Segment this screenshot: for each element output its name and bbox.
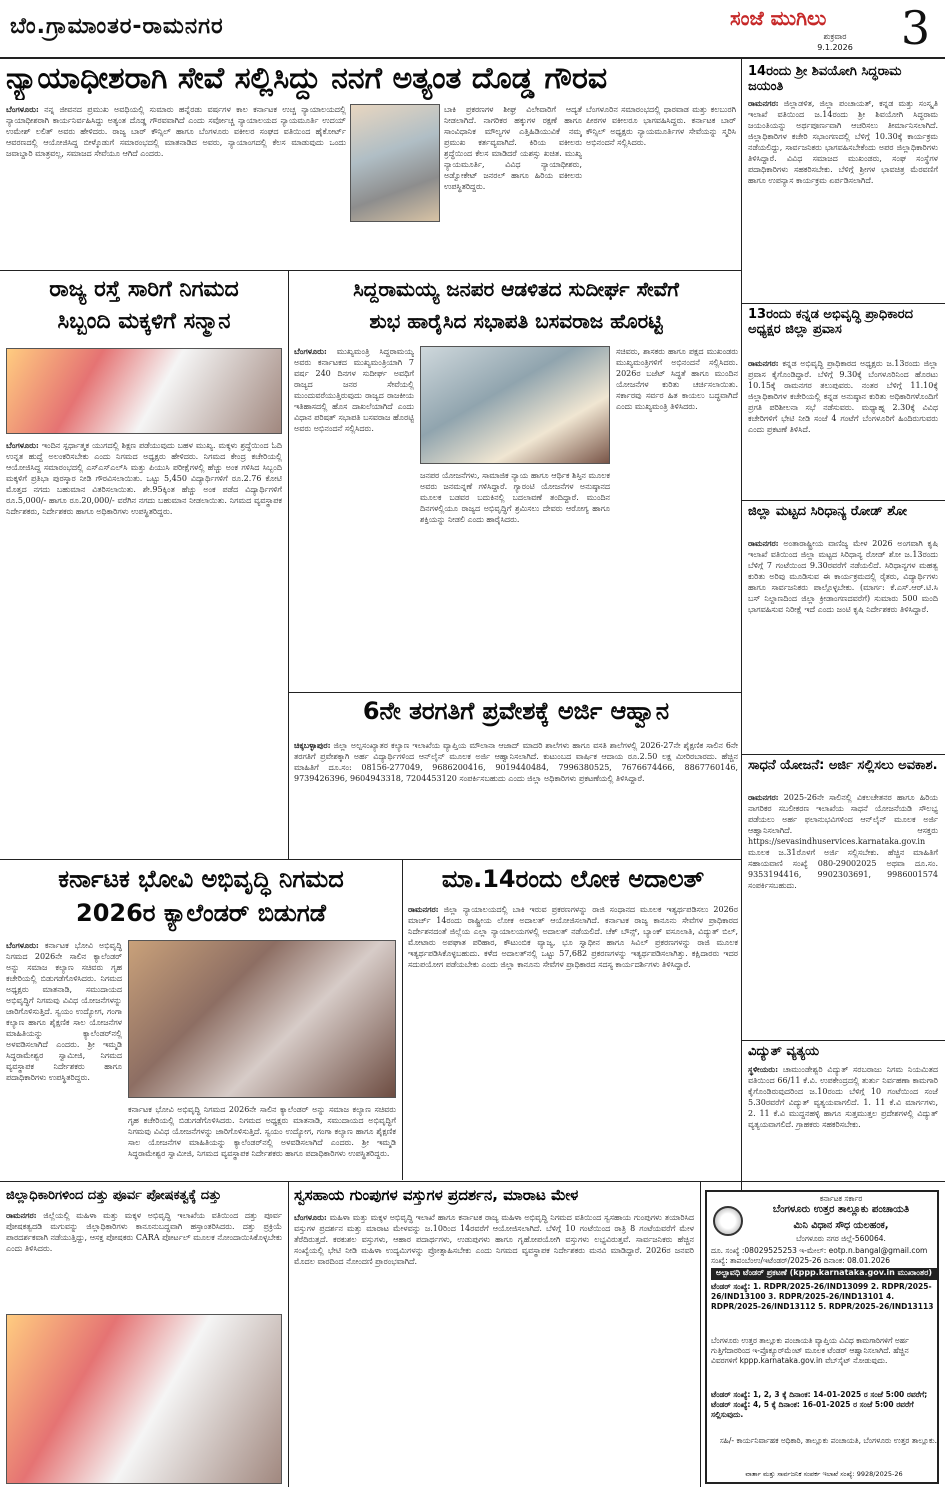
bhovi-rule [402, 860, 403, 1180]
right-column-rule [741, 59, 742, 1241]
bhovi-body [6, 940, 122, 1176]
mid-rule [0, 859, 741, 860]
cm-body-col3: ಸಚಿವರು, ಶಾಸಕರು ಹಾಗೂ ಪಕ್ಷದ ಮುಖಂಡರು ಮುಖ್ಯಮಂತ್ರಿಗಳಿಗೆ ಅಭಿನಂದನೆ ಸಲ್ಲಿಸಿದರು. 2026ರ ಬಜೆಟ್ ಸಿದ್ಧತೆ ಹಾಗೂ ಮುಂದಿನ ಯೋಜನೆಗಳ ಕುರಿತು ಚರ್ಚಿಸಲಾಯಿತು. ಸರ್ಕಾರವು ಸರ್ವರ ಹಿತ ಕಾಯಲು ಬದ್ಧವಾಗಿದೆ ಎಂದು ಮುಖ್ಯಮಂತ್ರಿ ತಿಳಿಸಿದರು. [616, 347, 738, 411]
rtc-rule [288, 271, 289, 859]
rtc-text: ಇಂದಿನ ಸ್ಪರ್ಧಾತ್ಮಕ ಯುಗದಲ್ಲಿ ಶಿಕ್ಷಣ ಪಡೆಯುವುದು ಬಹಳ ಮುಖ್ಯ. ಮಕ್ಕಳು ಶ್ರದ್ಧೆಯಿಂದ ಓದಿ ಉನ್ನತ ಹುದ್ದೆ ಅಲಂಕರಿಸಬೇಕು ಎಂದು ನಿಗಮದ ಅಧ್ಯಕ್ಷರು ಹೇಳಿದರು. ನಿಗಮದ ಕೇಂದ್ರ ಕಚೇರಿಯಲ್ಲಿ ಆಯೋಜಿಸಿದ್ದ ಸಮಾರಂಭದಲ್ಲಿ ಎಸ್ಎಸ್ಎಲ್‌ಸಿ ಮತ್ತು ಪಿಯುಸಿ ಪರೀಕ್ಷೆಗಳಲ್ಲಿ ಹೆಚ್ಚು ಅಂಕ ಗಳಿಸಿದ ಸಿಬ್ಬಂದಿ ಮಕ್ಕಳಿಗೆ ಪ್ರತಿಭಾ ಪುರಸ್ಕಾರ ನೀಡಿ ಗೌರವಿಸಲಾಯಿತು. ಒಟ್ಟು 5,450 ವಿದ್ಯಾರ್ಥಿಗಳಿಗೆ ರೂ.2.76 ಕೋಟಿ ಮೊತ್ತದ ನಗದು ಬಹುಮಾನ ವಿತರಿಸಲಾಯಿತು. ಶೇ.95ಕ್ಕಿಂತ ಹೆಚ್ಚು ಅಂಕ ಪಡೆದ ವಿದ್ಯಾರ್ಥಿಗಳಿಗೆ ರೂ.5,000/- ಹಾಗೂ ರೂ.20,000/- ವರೆಗಿನ ನಗದು ಬಹುಮಾನ ನೀಡಲಾಯಿತು. ನಿಗಮದ ವ್ಯವಸ್ಥಾಪಕ ನಿರ್ದೇಶಕರು, ನಿರ್ದೇಶಕರು ಹಾಗೂ ಅಧಿಕಾರಿಗಳು ಉಪಸ್ಥಿತರಿದ್ದರು. [6, 441, 282, 516]
shivayogi-body [748, 98, 938, 298]
tender-ref: ಸಂಖ್ಯೆ: ತಾಪಂಬೆಂಉ/ಇಟೆಂಡರ್/2025-26 ದಿನಾಂಕ: 08.01.2026 [711, 1256, 891, 1265]
adalat-dateline: ರಾಮನಗರ: [408, 904, 439, 914]
shg-dateline: ಬೆಂಗಳೂರು: [294, 1212, 327, 1222]
cm-body-col1 [294, 346, 414, 686]
rtc-body [6, 440, 282, 852]
right-rule-3 [742, 754, 945, 755]
shivayogi-text: ಜಿಲ್ಲಾಡಳಿತ, ಜಿಲ್ಲಾ ಪಂಚಾಯತ್, ಕನ್ನಡ ಮತ್ತು ಸಂಸ್ಕೃತಿ ಇಲಾಖೆ ವತಿಯಿಂದ ಜ.14ರಂದು ಶ್ರೀ ಶಿವಯೋಗಿ ಸಿದ್ಧರಾಮ ಜಯಂತಿಯನ್ನು ಅರ್ಥಪೂರ್ಣವಾಗಿ ಆಚರಿಸಲು ತೀರ್ಮಾನಿಸಲಾಗಿದೆ. ಜಿಲ್ಲಾಧಿಕಾರಿಗಳ ಕಚೇರಿ ಸಭಾಂಗಣದಲ್ಲಿ ಬೆಳಿಗ್ಗೆ 10.30ಕ್ಕೆ ಕಾರ್ಯಕ್ರಮ ನಡೆಯಲಿದ್ದು, ಸಾರ್ವಜನಿಕರು ಭಾಗವಹಿಸಬೇಕೆಂದು ಅಪರ ಜಿಲ್ಲಾಧಿಕಾರಿಗಳು ತಿಳಿಸಿದ್ದಾರೆ. ವಿವಿಧ ಸಮಾಜದ ಮುಖಂಡರು, ಸಂಘ ಸಂಸ್ಥೆಗಳ ಪದಾಧಿಕಾರಿಗಳು ಸಹಕರಿಸಬೇಕು. ಬೆಳಿಗ್ಗೆ ಶ್ರೀಗಳ ಭಾವಚಿತ್ರ ಮೆರವಣಿಗೆ ಹಾಗೂ ಉಪನ್ಯಾಸ ಕಾರ್ಯಕ್ರಮ ಏರ್ಪಡಿಸಲಾಗಿದೆ. [748, 99, 938, 185]
millet-body [748, 538, 938, 750]
justice-body-col2: ಬಾಕಿ ಪ್ರಕರಣಗಳ ಶೀಘ್ರ ವಿಲೇವಾರಿಗೆ ಆದ್ಯತೆ ನೀಡಲಾಗಿದೆ. ನಾಗರಿಕರ ಹಕ್ಕುಗಳ ರಕ್ಷಣೆ ಹಾಗೂ ಸಾಂವಿಧಾನಿಕ ಮೌಲ್ಯಗಳ ಎತ್ತಿಹಿಡಿಯುವಿಕೆ ನಮ್ಮ ಪ್ರಮುಖ ಕರ್ತವ್ಯವಾಗಿದೆ. ಕಿರಿಯ ವಕೀಲರು ಶ್ರದ್ಧೆಯಿಂದ ಕೆಲಸ ಮಾಡಿದರೆ ಯಶಸ್ಸು ಖಚಿತ. ಮುಖ್ಯ ನ್ಯಾಯಮೂರ್ತಿ, ವಿವಿಧ ನ್ಯಾಯಾಧೀಶರು, ಅಡ್ವೋಕೇಟ್ ಜನರಲ್ ಹಾಗೂ ಹಿರಿಯ ವಕೀಲರು ಉಪಸ್ಥಿತರಿದ್ದರು. [444, 105, 582, 191]
section-title: ಬೆಂ.ಗ್ರಾಮಾಂತರ-ರಾಮನಗರ [10, 14, 224, 39]
kannada-tour-dateline: ರಾಮನಗರ: [748, 358, 779, 368]
justice-dateline: ಬೆಂಗಳೂರು: [6, 104, 39, 114]
issue-date: 9.1.2026 [817, 43, 853, 52]
scheme-headline: ಸಾಧನೆ ಯೋಜನೆ: ಅರ್ಜಿ ಸಲ್ಲಿಸಲು ಅವಕಾಶ. [748, 758, 938, 773]
bhovi-photo [128, 940, 396, 1098]
scheme-dateline: ರಾಮನಗರ: [748, 792, 779, 802]
tender-ids: ಟೆಂಡರ್ ಸಂಖ್ಯೆ: 1. RDPR/2025-26/IND13099 2. RDPR/2025-26/IND13100 3. RDPR/2025-26/IND13101 4. RDPR/2025-26/IND13112 5. RDPR/2025-26/IND13113 [711, 1282, 934, 1311]
shivayogi-dateline: ರಾಮನಗರ: [748, 98, 779, 108]
cm-bottom-rule [289, 692, 741, 693]
rtc-photo [6, 348, 282, 434]
rtc-headline-1: ರಾಜ್ಯ ರಸ್ತೆ ಸಾರಿಗೆ ನಿಗಮದ [49, 278, 239, 302]
issue-day: ಶುಕ್ರವಾರ [823, 32, 847, 41]
rtc-headline-2: ಸಿಬ್ಬಂದಿ ಮಕ್ಕಳಿಗೆ ಸನ್ಮಾನ [57, 310, 231, 334]
tender-subtitle: ಮಿನಿ ವಿಧಾನ ಸೌಧ ಯಲಹಂಕ, [793, 1220, 889, 1231]
scheme-text: 2025-26ನೇ ಸಾಲಿನಲ್ಲಿ ವಿಕಲಚೇತನರ ಹಾಗೂ ಹಿರಿಯ ನಾಗರಿಕರ ಸಬಲೀಕರಣ ಇಲಾಖೆಯ ಸಾಧನೆ ಯೋಜನೆಯಡಿ ಸೌಲಭ್ಯ ಪಡೆಯಲು ಅರ್ಹ ಫಲಾನುಭವಿಗಳಿಂದ ಆನ್‌ಲೈನ್ ಮೂಲಕ ಅರ್ಜಿ ಆಹ್ವಾನಿಸಲಾಗಿದೆ. ಆಸಕ್ತರು https://sevasindhuservices.karnataka.gov.in ಮೂಲಕ ಜ.31ರೊಳಗೆ ಅರ್ಜಿ ಸಲ್ಲಿಸಬೇಕು. ಹೆಚ್ಚಿನ ಮಾಹಿತಿಗೆ ಸಹಾಯವಾಣಿ ಸಂಖ್ಯೆ 080-29002025 ಅಥವಾ ದೂ.ಸಂ. 9353194416, 9902303691, 9986001574 ಸಂಪರ್ಕಿಸಬಹುದು. [748, 793, 938, 890]
adalat-headline: ಮಾ.14ರಂದು ಲೋಕ ಅದಾಲತ್ [441, 866, 705, 893]
page-number: 3 [900, 1, 931, 55]
bhovi-headline-2: 2026ರ ಕ್ಯಾಲೆಂಡರ್ ಬಿಡುಗಡೆ [76, 900, 326, 927]
masthead [0, 0, 945, 58]
bhovi-caption: ಕರ್ನಾಟಕ ಭೋವಿ ಅಭಿವೃದ್ಧಿ ನಿಗಮದ 2026ನೇ ಸಾಲಿನ ಕ್ಯಾಲೆಂಡರ್ ಅನ್ನು ಸಮಾಜ ಕಲ್ಯಾಣ ಸಚಿವರು ಗೃಹ ಕಚೇರಿಯಲ್ಲಿ ಬಿಡುಗಡೆಗೊಳಿಸಿದರು. ನಿಗಮದ ಅಧ್ಯಕ್ಷರು ಮಾತನಾಡಿ, ಸಮುದಾಯದ ಅಭಿವೃದ್ಧಿಗೆ ನಿಗಮವು ವಿವಿಧ ಯೋಜನೆಗಳನ್ನು ಜಾರಿಗೊಳಿಸುತ್ತಿದೆ. ಸ್ವಯಂ ಉದ್ಯೋಗ, ಗಂಗಾ ಕಲ್ಯಾಣ ಹಾಗೂ ಶೈಕ್ಷಣಿಕ ಸಾಲ ಯೋಜನೆಗಳ ಮಾಹಿತಿಯನ್ನು ಕ್ಯಾಲೆಂಡರ್‌ನಲ್ಲಿ ಅಳವಡಿಸಲಾಗಿದೆ ಎಂದರು. ಶ್ರೀ ಇಮ್ಮಡಿ ಸಿದ್ಧರಾಮೇಶ್ವರ ಸ್ವಾಮೀಜಿ, ನಿಗಮದ ವ್ಯವಸ್ಥಾಪಕ ನಿರ್ದೇಶಕರು ಹಾಗೂ ಪದಾಧಿಕಾರಿಗಳು ಉಪಸ್ಥಿತರಿದ್ದರು. [128, 1105, 396, 1158]
cm-headline-2: ಶುಭ ಹಾರೈಸಿದ ಸಭಾಪತಿ ಬಸವರಾಜ ಹೊರಟ್ಟಿ [369, 310, 663, 333]
cm-body-col2: ಜನಪರ ಯೋಜನೆಗಳು, ಸಾಮಾಜಿಕ ನ್ಯಾಯ ಹಾಗೂ ಆರ್ಥಿಕ ಶಿಸ್ತಿನ ಮೂಲಕ ಅವರು ಜನಮನ್ನಣೆ ಗಳಿಸಿದ್ದಾರೆ. ಗ್ಯಾರಂಟಿ ಯೋಜನೆಗಳ ಅನುಷ್ಠಾನದ ಮೂಲಕ ಬಡವರ ಬದುಕಿನಲ್ಲಿ ಬದಲಾವಣೆ ತಂದಿದ್ದಾರೆ. ಮುಂದಿನ ದಿನಗಳಲ್ಲಿಯೂ ರಾಜ್ಯದ ಅಭಿವೃದ್ಧಿಗೆ ಶ್ರಮಿಸಲು ದೇವರು ಆರೋಗ್ಯ ಹಾಗೂ ಶಕ್ತಿಯನ್ನು ನೀಡಲಿ ಎಂದು ಹಾರೈಸಿದರು. [420, 471, 610, 524]
justice-body-col1 [6, 104, 346, 264]
bhovi-dateline: ಬೆಂಗಳೂರು: [6, 940, 39, 950]
millet-text: ಅಂತಾರಾಷ್ಟ್ರೀಯ ವಾಣಿಜ್ಯ ಮೇಳ 2026 ಅಂಗವಾಗಿ ಕೃಷಿ ಇಲಾಖೆ ವತಿಯಿಂದ ಜಿಲ್ಲಾ ಮಟ್ಟದ ಸಿರಿಧಾನ್ಯ ರೋಡ್ ಶೋ ಜ.13ರಂದು ಬೆಳಿಗ್ಗೆ 7 ಗಂಟೆಯಿಂದ 9.30ರವರೆಗೆ ನಡೆಯಲಿದೆ. ಸಿರಿಧಾನ್ಯಗಳ ಮಹತ್ವ ಕುರಿತು ಅರಿವು ಮೂಡಿಸುವ ಈ ಕಾರ್ಯಕ್ರಮದಲ್ಲಿ ರೈತರು, ವಿದ್ಯಾರ್ಥಿಗಳು ಹಾಗೂ ಸಾರ್ವಜನಿಕರು ಪಾಲ್ಗೊಳ್ಳಬೇಕು. (ಮಾರ್ಗ: ಕೆ.ಎಸ್.ಆರ್.ಟಿ.ಸಿ ಬಸ್ ನಿಲ್ದಾಣದಿಂದ ಜಿಲ್ಲಾ ಕ್ರೀಡಾಂಗಣದವರೆಗೆ) ಸುಮಾರು 500 ಮಂದಿ ಭಾಗವಹಿಸುವ ನಿರೀಕ್ಷೆ ಇದೆ ಎಂದು ಜಂಟಿ ಕೃಷಿ ನಿರ್ದೇಶಕರು ತಿಳಿಸಿದ್ದಾರೆ. [748, 539, 938, 614]
millet-headline: ಜಿಲ್ಲಾ ಮಟ್ಟದ ಸಿರಿಧಾನ್ಯ ರೋಡ್ ಶೋ [748, 504, 907, 519]
lower-rule [0, 1181, 945, 1182]
tender-footer: ವಾರ್ತಾ ಮತ್ತು ಸಾರ್ವಜನಿಕ ಸಂಪರ್ಕ ಇಲಾಖೆ ಸಂಖ್ಯೆ: 9928/2025-26 [745, 1470, 903, 1478]
shivayogi-headline: 14ರಂದು ಶ್ರೀ ಶಿವಯೋಗಿ ಸಿದ್ಧರಾಮ ಜಯಂತಿ [748, 64, 902, 94]
justice-headline: ನ್ಯಾಯಾಧೀಶರಾಗಿ ಸೇವೆ ಸಲ್ಲಿಸಿದ್ದು ನನಗೆ ಅತ್ಯಂತ ದೊಡ್ಡ ಗೌರವ [6, 62, 608, 96]
tender-title: ಬೆಂಗಳೂರು ಉತ್ತರ ತಾಲ್ಲೂಕು ಪಂಚಾಯತಿ [772, 1204, 910, 1215]
shg-body [294, 1212, 694, 1484]
kannada-tour-text: ಕನ್ನಡ ಅಭಿವೃದ್ಧಿ ಪ್ರಾಧಿಕಾರದ ಅಧ್ಯಕ್ಷರು ಜ.13ರಂದು ಜಿಲ್ಲಾ ಪ್ರವಾಸ ಕೈಗೊಂಡಿದ್ದಾರೆ. ಬೆಳಿಗ್ಗೆ 9.30ಕ್ಕೆ ಬೆಂಗಳೂರಿನಿಂದ ಹೊರಟು 10.15ಕ್ಕೆ ರಾಮನಗರ ತಲುಪುವರು. ನಂತರ ಬೆಳಿಗ್ಗೆ 11.10ಕ್ಕೆ ಜಿಲ್ಲಾಧಿಕಾರಿಗಳ ಕಚೇರಿಯಲ್ಲಿ ಕನ್ನಡ ಅನುಷ್ಠಾನ ಕುರಿತು ಅಧಿಕಾರಿಗಳೊಂದಿಗೆ ಪ್ರಗತಿ ಪರಿಶೀಲನಾ ಸಭೆ ನಡೆಸುವರು. ಮಧ್ಯಾಹ್ನ 2.30ಕ್ಕೆ ವಿವಿಧ ಕಚೇರಿಗಳಿಗೆ ಭೇಟಿ ನೀಡಿ ಸಂಜೆ 4 ಗಂಟೆಗೆ ಬೆಂಗಳೂರಿಗೆ ಹಿಂದಿರುಗುವರು ಎಂದು ಪ್ರಕಟಣೆ ತಿಳಿಸಿದೆ. [748, 359, 938, 434]
justice-body-1: ನನ್ನ ಜೀವನದ ಪ್ರಮುಖ ಅವಧಿಯಲ್ಲಿ ಸುಮಾರು ಹನ್ನೆರಡು ವರ್ಷಗಳ ಕಾಲ ಕರ್ನಾಟಕ ಉಚ್ಚ ನ್ಯಾಯಾಲಯದಲ್ಲಿ ನ್ಯಾಯಾಧೀಶರಾಗಿ ಕಾರ್ಯನಿರ್ವಹಿಸಿದ್ದು ಅತ್ಯಂತ ದೊಡ್ಡ ಗೌರವವಾಗಿದೆ ಎಂದು ಸರ್ವೋಚ್ಚ ನ್ಯಾಯಾಲಯದ ನ್ಯಾಯಮೂರ್ತಿ ಉದಯ್ ಉಮೇಶ್ ಲಲಿತ್ ಅವರು ಹೇಳಿದರು. ರಾಜ್ಯ ಬಾರ್ ಕೌನ್ಸಿಲ್ ಹಾಗೂ ಬೆಂಗಳೂರು ವಕೀಲರ ಸಂಘದ ವತಿಯಿಂದ ಹೈಕೋರ್ಟ್ ಆವರಣದಲ್ಲಿ ಆಯೋಜಿಸಿದ್ದ ಬೀಳ್ಕೊಡುಗೆ ಸಮಾರಂಭದಲ್ಲಿ ಮಾತನಾಡಿದ ಅವರು, ನ್ಯಾಯಾಂಗದಲ್ಲಿ ಕೆಲಸ ಮಾಡುವುದು ಒಂದು ಜವಾಬ್ದಾರಿ ಮಾತ್ರವಲ್ಲ, ಸಮಾಜದ ಸೇವೆಯೂ ಆಗಿದೆ ಎಂದರು. [6, 105, 346, 158]
cm-text-1: ಮುಖ್ಯಮಂತ್ರಿ ಸಿದ್ದರಾಮಯ್ಯ ಅವರು ಕರ್ನಾಟಕದ ಮುಖ್ಯಮಂತ್ರಿಯಾಗಿ 7 ವರ್ಷ 240 ದಿನಗಳ ಸುದೀರ್ಘ ಅವಧಿಗೆ ರಾಜ್ಯದ ಜನರ ಸೇವೆಯಲ್ಲಿ ಮುಂದುವರೆಯುತ್ತಿರುವುದು ರಾಜ್ಯದ ರಾಜಕೀಯ ಇತಿಹಾಸದಲ್ಲಿ ಹೊಸ ದಾಖಲೆಯಾಗಿದೆ ಎಂದು ವಿಧಾನ ಪರಿಷತ್ ಸಭಾಪತಿ ಬಸವರಾಜ ಹೊರಟ್ಟಿ ಅವರು ಅಭಿನಂದನೆ ಸಲ್ಲಿಸಿದರು. [294, 347, 414, 433]
shg-text: ಮಹಿಳಾ ಮತ್ತು ಮಕ್ಕಳ ಅಭಿವೃದ್ಧಿ ಇಲಾಖೆ ಹಾಗೂ ಕರ್ನಾಟಕ ರಾಜ್ಯ ಮಹಿಳಾ ಅಭಿವೃದ್ಧಿ ನಿಗಮದ ವತಿಯಿಂದ ಸ್ವಸಹಾಯ ಗುಂಪುಗಳು ತಯಾರಿಸಿದ ವಸ್ತುಗಳ ಪ್ರದರ್ಶನ ಮತ್ತು ಮಾರಾಟ ಮೇಳವನ್ನು ಜ.10ರಿಂದ 14ರವರೆಗೆ ಆಯೋಜಿಸಲಾಗಿದೆ. ಬೆಳಿಗ್ಗೆ 10 ಗಂಟೆಯಿಂದ ರಾತ್ರಿ 8 ಗಂಟೆಯವರೆಗೆ ಮೇಳ ತೆರೆದಿರುತ್ತದೆ. ಕರಕುಶಲ ವಸ್ತುಗಳು, ಆಹಾರ ಪದಾರ್ಥಗಳು, ಉಡುಪುಗಳು ಹಾಗೂ ಗೃಹೋಪಯೋಗಿ ವಸ್ತುಗಳು ಲಭ್ಯವಿರುತ್ತವೆ. ಸಾರ್ವಜನಿಕರು ಹೆಚ್ಚಿನ ಸಂಖ್ಯೆಯಲ್ಲಿ ಭೇಟಿ ನೀಡಿ ಮಹಿಳಾ ಉದ್ಯಮಿಗಳನ್ನು ಪ್ರೋತ್ಸಾಹಿಸಬೇಕು ಎಂದು ನಿಗಮದ ವ್ಯವಸ್ಥಾಪಕ ನಿರ್ದೇಶಕರು ಮನವಿ ಮಾಡಿದ್ದಾರೆ. 2026ರ ಜನವರಿ ಮೊದಲ ವಾರದಿಂದ ನೋಂದಣಿ ಪ್ರಾರಂಭವಾಗಿದೆ. [294, 1213, 694, 1266]
justice-photo [350, 104, 440, 222]
millet-dateline: ರಾಮನಗರ: [748, 538, 779, 548]
admission-dateline: ಚಿಕ್ಕಬಳ್ಳಾಪುರ: [294, 740, 331, 750]
admission-body [294, 740, 738, 854]
bhovi-text: ಕರ್ನಾಟಕ ಭೋವಿ ಅಭಿವೃದ್ಧಿ ನಿಗಮದ 2026ನೇ ಸಾಲಿನ ಕ್ಯಾಲೆಂಡರ್ ಅನ್ನು ಸಮಾಜ ಕಲ್ಯಾಣ ಸಚಿವರು ಗೃಹ ಕಚೇರಿಯಲ್ಲಿ ಬಿಡುಗಡೆಗೊಳಿಸಿದರು. ನಿಗಮದ ಅಧ್ಯಕ್ಷರು ಮಾತನಾಡಿ, ಸಮುದಾಯದ ಅಭಿವೃದ್ಧಿಗೆ ನಿಗಮವು ವಿವಿಧ ಯೋಜನೆಗಳನ್ನು ಜಾರಿಗೊಳಿಸುತ್ತಿದೆ. ಸ್ವಯಂ ಉದ್ಯೋಗ, ಗಂಗಾ ಕಲ್ಯಾಣ ಹಾಗೂ ಶೈಕ್ಷಣಿಕ ಸಾಲ ಯೋಜನೆಗಳ ಮಾಹಿತಿಯನ್ನು ಕ್ಯಾಲೆಂಡರ್‌ನಲ್ಲಿ ಅಳವಡಿಸಲಾಗಿದೆ ಎಂದರು. ಶ್ರೀ ಇಮ್ಮಡಿ ಸಿದ್ಧರಾಮೇಶ್ವರ ಸ್ವಾಮೀಜಿ, ನಿಗಮದ ವ್ಯವಸ್ಥಾಪಕ ನಿರ್ದೇಶಕರು ಹಾಗೂ ಪದಾಧಿಕಾರಿಗಳು ಉಪಸ್ಥಿತರಿದ್ದರು. [6, 941, 122, 1082]
brand-logo: ಸಂಜೆ ಮುಗಿಲು [730, 6, 827, 30]
right-rule-4 [742, 1040, 945, 1041]
cm-headline-1: ಸಿದ್ದರಾಮಯ್ಯ ಜನಪರ ಆಡಳಿತದ ಸುದೀರ್ಘ ಸೇವೆಗೆ [353, 278, 679, 301]
rtc-dateline: ಬೆಂಗಳೂರು: [6, 440, 39, 450]
nutrition-headline: ಜಿಲ್ಲಾಧಿಕಾರಿಗಳಿಂದ ದತ್ತು ಪೂರ್ವ ಪೋಷಕತ್ವಕ್ಕೆ ದತ್ತು [6, 1188, 222, 1203]
tender-dates: ಟೆಂಡರ್ ಸಂಖ್ಯೆ: 1, 2, 3 ಕ್ಕೆ ದಿನಾಂಕ: 14-01-2025 ರ ಸಂಜೆ 5:00 ರವರೆಗೆ; ಟೆಂಡರ್ ಸಂಖ್ಯೆ: 4, 5 ಕ್ಕೆ ದಿನಾಂಕ: 16-01-2025 ರ ಸಂಜೆ 5:00 ರವರೆಗೆ ಸಲ್ಲಿಸುವುದು. [711, 1390, 928, 1419]
power-dateline: ಸ್ಥಳೀಯರು: [748, 1064, 779, 1074]
nutrition-body [6, 1210, 282, 1308]
kannada-tour-body [748, 358, 938, 496]
tender-address: ಬೆಂಗಳೂರು ನಗರ ಜಿಲ್ಲೆ-560064. [796, 1234, 886, 1243]
right-rule-2 [742, 500, 945, 501]
nutrition-text: ಜಿಲ್ಲೆಯಲ್ಲಿ ಮಹಿಳಾ ಮತ್ತು ಮಕ್ಕಳ ಅಭಿವೃದ್ಧಿ ಇಲಾಖೆಯ ವತಿಯಿಂದ ದತ್ತು ಪೂರ್ವ ಪೋಷಕತ್ವದಡಿ ಮಗುವನ್ನು ಜಿಲ್ಲಾಧಿಕಾರಿಗಳು ಕಾನೂನುಬದ್ಧವಾಗಿ ಹಸ್ತಾಂತರಿಸಿದರು. ದತ್ತು ಪ್ರಕ್ರಿಯೆ ಪಾರದರ್ಶಕವಾಗಿ ನಡೆಯುತ್ತಿದ್ದು, ಆಸಕ್ತ ಪೋಷಕರು CARA ಪೋರ್ಟಲ್ ಮೂಲಕ ನೋಂದಾಯಿಸಿಕೊಳ್ಳಬೇಕು ಎಂದು ತಿಳಿಸಿದರು. [6, 1211, 282, 1253]
nutrition-photo [6, 1314, 282, 1484]
tender-notice-title: ಅಲ್ಪಾವಧಿ ಟೆಂಡರ್ ಪ್ರಕಟಣೆ (kppp.karnataka.gov.in ಮುಖಾಂತರ) [711, 1268, 937, 1280]
tender-body: ಬೆಂಗಳೂರು ಉತ್ತರ ತಾಲ್ಲೂಕು ಪಂಚಾಯತಿ ವ್ಯಾಪ್ತಿಯ ವಿವಿಧ ಕಾಮಗಾರಿಗಳಿಗೆ ಅರ್ಹ ಗುತ್ತಿಗೆದಾರರಿಂದ ಇ-ಪ್ರೊಕ್ಯೂರ್‌ಮೆಂಟ್ ಮೂಲಕ ಟೆಂಡರ್ ಆಹ್ವಾನಿಸಲಾಗಿದೆ. ಹೆಚ್ಚಿನ ವಿವರಗಳಿಗೆ kppp.karnataka.gov.in ವೆಬ್‌ಸೈಟ್ ನೋಡುವುದು. [711, 1336, 909, 1365]
nutrition-dateline: ರಾಮನಗರ: [6, 1210, 37, 1220]
kannada-tour-headline: 13ರಂದು ಕನ್ನಡ ಅಭಿವೃದ್ಧಿ ಪ್ರಾಧಿಕಾರದ ಅಧ್ಯಕ್ಷರ ಜಿಲ್ಲಾ ಪ್ರವಾಸ [748, 307, 914, 337]
bhovi-headline-1: ಕರ್ನಾಟಕ ಭೋವಿ ಅಭಿವೃದ್ಧಿ ನಿಗಮದ [58, 866, 344, 893]
justice-body-col3: ಬೆಂಗಳೂರಿನ ಸಮಾರಂಭದಲ್ಲಿ ಧಾರವಾಡ ಮತ್ತು ಕಲಬುರಗಿ ಪೀಠಗಳ ವಕೀಲರೂ ಭಾಗವಹಿಸಿದ್ದರು. ಕರ್ನಾಟಕ ಬಾರ್ ಕೌನ್ಸಿಲ್ ಅಧ್ಯಕ್ಷರು ನ್ಯಾಯಮೂರ್ತಿಗಳ ಸೇವೆಯನ್ನು ಸ್ಮರಿಸಿ ಅಭಿನಂದನೆ ಸಲ್ಲಿಸಿದರು. [586, 105, 736, 147]
power-text: ಚಾಮುಂಡೇಶ್ವರಿ ವಿದ್ಯುತ್ ಸರಬರಾಜು ನಿಗಮ ನಿಯಮಿತದ ವತಿಯಿಂದ 66/11 ಕೆ.ವಿ. ಉಪಕೇಂದ್ರದಲ್ಲಿ ತುರ್ತು ನಿರ್ವಹಣಾ ಕಾಮಗಾರಿ ಕೈಗೊಂಡಿರುವುದರಿಂದ ಜ.10ರಂದು ಬೆಳಿಗ್ಗೆ 10 ಗಂಟೆಯಿಂದ ಸಂಜೆ 5.30ರವರೆಗೆ ವಿದ್ಯುತ್ ವ್ಯತ್ಯಯವಾಗಲಿದೆ. 1. 11 ಕೆ.ವಿ ಮಾರ್ಗಗಳು, 2. 11 ಕೆ.ವಿ ಮುದ್ದನಹಳ್ಳಿ ಹಾಗೂ ಸುತ್ತಮುತ್ತಲ ಪ್ರದೇಶಗಳಲ್ಲಿ ವಿದ್ಯುತ್ ವ್ಯತ್ಯಯವಾಗಲಿದೆ. ಗ್ರಾಹಕರು ಸಹಕರಿಸಬೇಕು. [748, 1065, 938, 1129]
admission-text: ಜಿಲ್ಲಾ ಅಲ್ಪಸಂಖ್ಯಾತರ ಕಲ್ಯಾಣ ಇಲಾಖೆಯ ವ್ಯಾಪ್ತಿಯ ಮೌಲಾನಾ ಆಜಾದ್ ಮಾದರಿ ಶಾಲೆಗಳು ಹಾಗೂ ವಸತಿ ಶಾಲೆಗಳಲ್ಲಿ 2026-27ನೇ ಶೈಕ್ಷಣಿಕ ಸಾಲಿನ 6ನೇ ತರಗತಿಗೆ ಪ್ರವೇಶಕ್ಕಾಗಿ ಅರ್ಹ ವಿದ್ಯಾರ್ಥಿಗಳಿಂದ ಆನ್‌ಲೈನ್ ಮೂಲಕ ಅರ್ಜಿ ಆಹ್ವಾನಿಸಲಾಗಿದೆ. ಕುಟುಂಬದ ವಾರ್ಷಿಕ ಆದಾಯ ರೂ.2.50 ಲಕ್ಷ ಮೀರಿರಬಾರದು. ಹೆಚ್ಚಿನ ಮಾಹಿತಿಗೆ ದೂ.ಸಂ: 08156-277049, 9686200416, 9019440484, 7996380525, 7676674466, 8867760146, 9739426396, 9604943318, 7204453120 ಸಂಪರ್ಕಿಸಬಹುದು ಎಂದು ಜಿಲ್ಲಾ ಅಧಿಕಾರಿಗಳು ಪ್ರಕಟಣೆಯಲ್ಲಿ ತಿಳಿಸಿದ್ದಾರೆ. [294, 741, 738, 783]
adalat-body [408, 904, 738, 1176]
cm-dateline: ಬೆಂಗಳೂರು: [294, 346, 327, 356]
adalat-text: ಜಿಲ್ಲಾ ನ್ಯಾಯಾಲಯದಲ್ಲಿ ಬಾಕಿ ಇರುವ ಪ್ರಕರಣಗಳನ್ನು ರಾಜಿ ಸಂಧಾನದ ಮೂಲಕ ಇತ್ಯರ್ಥಪಡಿಸಲು 2026ರ ಮಾರ್ಚ್ 14ರಂದು ರಾಷ್ಟ್ರೀಯ ಲೋಕ ಅದಾಲತ್ ಆಯೋಜಿಸಲಾಗಿದೆ. ಕರ್ನಾಟಕ ರಾಜ್ಯ ಕಾನೂನು ಸೇವೆಗಳ ಪ್ರಾಧಿಕಾರದ ನಿರ್ದೇಶನದಂತೆ ಜಿಲ್ಲೆಯ ಎಲ್ಲಾ ನ್ಯಾಯಾಲಯಗಳಲ್ಲಿ ಅದಾಲತ್ ನಡೆಯಲಿದೆ. ಚೆಕ್ ಬೌನ್ಸ್, ಬ್ಯಾಂಕ್ ವಸೂಲಾತಿ, ವಿದ್ಯುತ್ ಬಿಲ್, ಮೋಟಾರು ಅಪಘಾತ ಪರಿಹಾರ, ಕೌಟುಂಬಿಕ ವ್ಯಾಜ್ಯ, ಭೂ ಸ್ವಾಧೀನ ಹಾಗೂ ಸಿವಿಲ್ ಪ್ರಕರಣಗಳನ್ನು ರಾಜಿ ಮೂಲಕ ಇತ್ಯರ್ಥಪಡಿಸಿಕೊಳ್ಳಬಹುದು. ಕಳೆದ ಅದಾಲತ್‌ನಲ್ಲಿ ಒಟ್ಟು 57,682 ಪ್ರಕರಣಗಳನ್ನು ಇತ್ಯರ್ಥಪಡಿಸಲಾಗಿತ್ತು. ಕಕ್ಷಿದಾರರು ಇದರ ಸದುಪಯೋಗ ಪಡೆಯಬೇಕು ಎಂದು ಜಿಲ್ಲಾ ಕಾನೂನು ಸೇವೆಗಳ ಪ್ರಾಧಿಕಾರದ ಸದಸ್ಯ ಕಾರ್ಯದರ್ಶಿಗಳು ತಿಳಿಸಿದ್ದಾರೆ. [408, 905, 738, 969]
power-headline: ವಿದ್ಯುತ್ ವ್ಯತ್ಯಯ [748, 1044, 820, 1059]
admission-headline: 6ನೇ ತರಗತಿಗೆ ಪ್ರವೇಶಕ್ಕೆ ಅರ್ಜಿ ಆಹ್ವಾನ [362, 698, 670, 725]
shg-headline: ಸ್ವಸಹಾಯ ಗುಂಪುಗಳ ವಸ್ತುಗಳ ಪ್ರದರ್ಶನ, ಮಾರಾಟ ಮೇಳ [294, 1188, 579, 1204]
tender-emblem [713, 1206, 743, 1236]
tender-notice [705, 1190, 939, 1484]
tender-gov: ಕರ್ನಾಟಕ ಸರ್ಕಾರ [819, 1194, 863, 1203]
cm-photo [420, 346, 610, 464]
masthead-rule [0, 57, 945, 59]
right-rule-1 [742, 303, 945, 304]
tender-contact: ದೂ. ಸಂಖ್ಯೆ :08029525253 ಇ-ಮೇಲ್: eotp.n.bangal@gmail.com [711, 1246, 928, 1255]
nutrition-rule [288, 1182, 289, 1487]
tender-signature: ಸಹಿ/- ಕಾರ್ಯನಿರ್ವಾಹಕ ಅಧಿಕಾರಿ, ತಾಲ್ಲೂಕು ಪಂಚಾಯತಿ, ಬೆಂಗಳೂರು ಉತ್ತರ ತಾಲ್ಲೂಕು. [719, 1436, 937, 1445]
shg-rule [700, 1182, 701, 1487]
scheme-body [748, 792, 938, 1036]
justice-bottom-rule [0, 270, 741, 271]
